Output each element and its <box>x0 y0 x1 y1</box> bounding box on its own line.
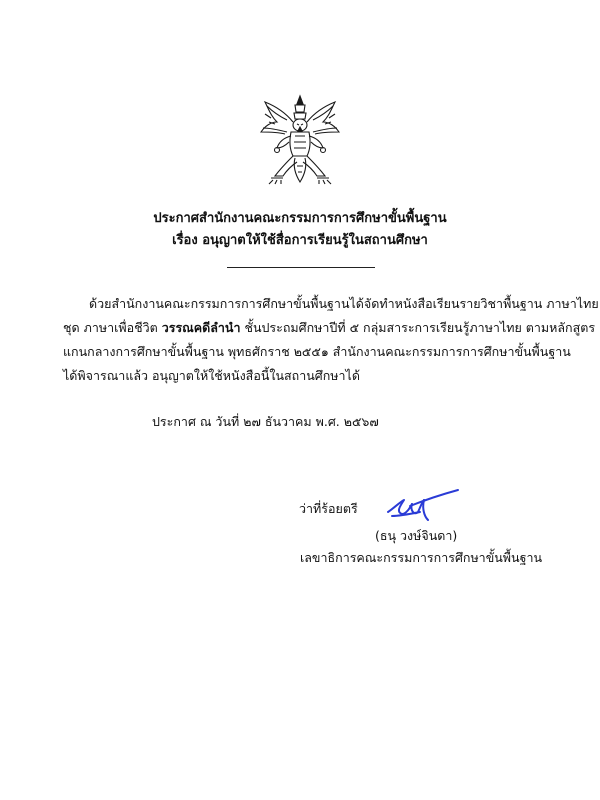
signer-name: (ธนุ วงษ์จินดา) <box>375 528 458 543</box>
body-line-2-pre: ชุด ภาษาเพื่อชีวิต <box>63 320 162 335</box>
announcement-title: ประกาศสำนักงานคณะกรรมการการศึกษาขั้นพื้นฐาน <box>153 211 447 226</box>
body-line-4: ได้พิจารณาแล้ว อนุญาตให้ใช้หนังสือนี้ในสถานศึกษาได้ <box>63 368 360 383</box>
body-line-2-post: ชั้นประถมศึกษาปีที่ ๕ กลุ่มสาระการเรียนรู้ภาษาไทย ตามหลักสูตร <box>240 320 596 335</box>
announcement-date: ประกาศ ณ วันที่ ๒๗ ธันวาคม พ.ศ. ๒๕๖๗ <box>152 414 379 429</box>
signer-rank: ว่าที่ร้อยตรี <box>299 501 358 516</box>
title-divider <box>227 267 375 268</box>
garuda-emblem-icon <box>257 92 343 188</box>
body-line-3: แกนกลางการศึกษาขั้นพื้นฐาน พุทธศักราช ๒๕๕๑ สำนักงานคณะกรรมการการศึกษาขั้นพื้นฐาน <box>63 344 571 359</box>
body-line-2 <box>63 316 596 340</box>
announcement-subject: เรื่อง อนุญาตให้ใช้สื่อการเรียนรู้ในสถานศึกษา <box>172 233 428 248</box>
body-line-1: ด้วยสำนักงานคณะกรรมการการศึกษาขั้นพื้นฐานได้จัดทำหนังสือเรียนรายวิชาพื้นฐาน ภาษาไทย <box>89 296 599 311</box>
book-title: วรรณคดีลำนำ <box>161 320 241 335</box>
handwritten-signature <box>380 486 462 526</box>
announcement-header <box>0 208 600 252</box>
announcement-body <box>63 292 599 388</box>
signer-position: เลขาธิการคณะกรรมการการศึกษาขั้นพื้นฐาน <box>300 550 543 565</box>
